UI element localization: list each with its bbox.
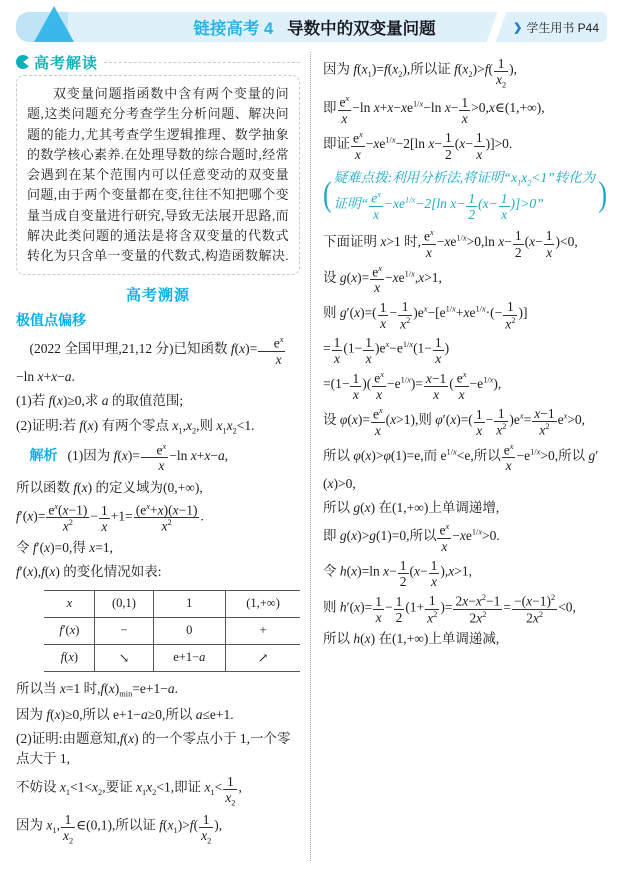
fraction: $\frac{1}{x}$ (475, 130, 483, 162)
math-line: 所以 φ(x)>φ(1)=e,而 $e^{1/x}<e$,所以 $\frac{e^x}{x}$ $-e^{1/x}>0$,所以 g′(x)>0, (323, 441, 599, 491)
math-line: = $\frac{1}{x}$ (1− $\frac{1}{x}$ )$e^x-e^{1/x}(1-$ $\frac{1}{x}$ ) (323, 335, 450, 367)
fraction: $\frac{1}{x}$ (365, 335, 372, 367)
math-line: 解析 (1)因为 f(x)= $\frac{e^x}{x}$ −ln x+x−a, (29, 441, 229, 474)
table-cell: (0,1) (95, 590, 153, 617)
fraction: $\frac{1}{x}$ (475, 406, 483, 438)
fraction: $\frac{1}{x}$ (101, 502, 108, 534)
math-line: 则 h′(x)= $\frac{1}{x}$ − $\frac{1}{2}$ (1+ $\frac{1}{x^2}$ )= $\frac{2x-x^2-1}{2x^2}$ = $\frac{-(x-1)^2}{2x^2}$ <0, (323, 592, 576, 626)
math-line: 即证 $\frac{e^x}{x}$ $-xe^{1/x}-2[\ln$ x− $\frac{1}{2}$ (x− $\frac{1}{x}$ )]>0. (323, 129, 513, 162)
fraction: $\frac{1}{x}$ (434, 335, 442, 367)
fraction: $\frac{1}{x}$ (545, 228, 553, 260)
table-row (44, 644, 300, 671)
math-line: f′(x),f(x) 的变化情况如表: (16, 564, 162, 580)
fraction: $\frac{e^x}{x}$ (353, 129, 363, 162)
math-line: 不妨设 $x_1<1<x_2$,要证 $x_1x_2<1$,即证 $x_1<$ $\frac{1}{x_2}$ , (16, 773, 242, 808)
math-line: =(1− $\frac{1}{x}$ )( $\frac{e^x}{x}$ $-e^{1/x})=$ $\frac{x-1}{x}$ ( $\frac{e^x}{x}$ $-e^{1/x}$), (323, 370, 502, 402)
math-line: 设 φ(x)= $\frac{e^x}{x}$ (x>1),则 φ′(x)=( $\frac{1}{x}$ − $\frac{1}{x^2}$ )$e^x=$ $\frac{x-1}{x^2}$ $e^x>0$, (323, 406, 586, 438)
fraction: $\frac{e^x}{x}$ (257, 335, 286, 367)
note-block (323, 168, 607, 222)
fraction: $\frac{1}{2}$ (399, 557, 407, 589)
table-cell: 1 (153, 590, 226, 617)
table-cell: e+1−a (153, 644, 226, 671)
fraction: $\frac{e^x}{x}$ (339, 94, 350, 126)
fraction: $\frac{e^x}{x}$ (424, 227, 434, 260)
note-text: 疑难点拨:利用分析法,将证明“$x_1x_2<1$”转化为证明“ $\frac{e^x}{x}$ $-xe^{1/x}-2[\ln$ x− $\frac{1}{2}$ (x− $\frac{1}{x}$ )]>0” (333, 169, 596, 222)
fraction: $\frac{-(x-1)^2}{2x^2}$ (514, 592, 556, 626)
fraction: $\frac{1}{2}$ (514, 228, 522, 260)
big-paren-open: ( (323, 174, 332, 214)
page-ref: 学生用书 P44 (526, 20, 599, 35)
math-line: f′(x)= $\frac{e^x(x-1)}{x^2}$ − $\frac{1}{x}$ +1= $\frac{(e^x+x)(x-1)}{x^2}$ . (16, 501, 204, 534)
math-line: 所以当 x=1 时$,f(x)_{min}=e+1-a$. (16, 680, 179, 699)
table-cell: + (226, 617, 300, 644)
math-line: 所以 g(x) 在(1,+∞)上单调递增, (323, 499, 500, 515)
fraction: $\frac{1}{x^2}$ (496, 406, 507, 438)
math-line: (1)若 f(x)≥0,求 a 的取值范围; (16, 393, 184, 409)
fraction: $\frac{1}{x}$ (352, 370, 360, 402)
math-line: 设 g(x)= $\frac{e^x}{x}$ $-xe^{1/x},x>1$, (323, 263, 442, 296)
math-line: (2)证明:若 f(x) 有两个零点 $x_1,x_2$,则 $x_1x_2<1$. (16, 417, 255, 436)
table-cell: − (95, 617, 153, 644)
math-line: 所以 h(x) 在(1,+∞)上单调递减, (323, 631, 500, 647)
table-cell: x (44, 590, 94, 617)
section-jiedu-header (16, 52, 300, 72)
fraction: $\frac{1}{x}$ (430, 557, 438, 589)
fraction: $\frac{e^x}{x}$ (371, 190, 381, 222)
fraction: $\frac{1}{2}$ (468, 190, 476, 222)
math-line: 令 f′(x)=0,得 x=1, (16, 540, 113, 556)
fraction: $\frac{e^x}{x}$ (140, 442, 169, 474)
math-line: 因为 f(x)≥0,所以 e+1−a≥0,所以 a≤e+1. (16, 706, 234, 722)
fraction: $\frac{x-1}{x^2}$ (534, 406, 555, 438)
suyuan-title: 高考溯源 (125, 287, 190, 305)
jiedu-title: 高考解读 (34, 54, 99, 72)
table-cell: f(x) (44, 644, 94, 671)
chevron-right-icon: ❯ (513, 21, 523, 34)
math-line: 所以函数 f(x) 的定义域为(0,+∞), (16, 479, 203, 495)
fraction: $\frac{(e^x+x)(x-1)}{x^2}$ (135, 501, 198, 534)
lesson-number: 链接高考 4 (193, 20, 274, 38)
fraction: $\frac{1}{x_2}$ (495, 56, 507, 90)
fraction: $\frac{1}{x}$ (333, 335, 341, 367)
jiedu-box (16, 75, 300, 275)
topic-label: 极值点偏移 (16, 312, 86, 329)
fraction: $\frac{e^x}{x}$ (374, 370, 384, 402)
math-line: (2022 全国甲理,21,12 分)已知函数 f(x)= $\frac{e^x}{x}$ −ln x+x−a. (16, 335, 300, 387)
jiexi-label: 解析 (29, 446, 58, 463)
left-column (16, 52, 310, 861)
fraction: $\frac{1}{x^2}$ (427, 593, 438, 626)
variation-table (44, 590, 300, 672)
math-line: (2)证明:由题意知,f(x) 的一个零点小于 1,一个零点大于 1, (16, 731, 291, 767)
table-cell: f′(x) (44, 617, 94, 644)
math-line: 下面证明 x>1 时, $\frac{e^x}{x}$ $-xe^{1/x}>0,\ln$ x− $\frac{1}{2}$ (x− $\frac{1}{x}$ )<0, (323, 227, 578, 260)
fraction: $\frac{1}{x_2}$ (62, 811, 74, 846)
header-bar (22, 12, 607, 42)
fraction: $\frac{1}{x}$ (461, 94, 469, 126)
table-cell: ↗ (226, 644, 300, 671)
jiedu-text: 双变量问题指函数中含有两个变量的问题,这类问题充分考查学生分析问题、解决问题的能力,尤其考查学生逻辑推理、数学抽象的数学核心素养.在处理导数的综合题时,经常会遇到在某个范围内可以任意变动的双变量问题,由于两个变量都在变,往往不知把哪个变量当成自变量进行研究,导致无法展开思路,而解决此类问题的通法是将含双变量的代数式转化为只含单一变量的代数式,构造函数解决. (27, 86, 289, 264)
fraction: $\frac{e^x}{x}$ (439, 522, 450, 554)
math-line: 令 h(x)=ln x− $\frac{1}{2}$ (x− $\frac{1}{x}$ ),x>1, (323, 557, 472, 589)
fraction: $\frac{e^x}{x}$ (456, 370, 467, 402)
left-flow (16, 335, 300, 846)
big-paren-close: ) (598, 174, 607, 214)
table-cell: 0 (153, 617, 226, 644)
fraction: $\frac{1}{x^2}$ (505, 299, 516, 332)
math-line: 因为 $f(x_1)=f(x_2)$,所以证 $f(x_2)>f$( $\frac{1}{x_2}$ ), (323, 56, 518, 90)
math-line: 因为 $x_1$, $\frac{1}{x_2}$ ∈(0,1),所以证 $f(x_1)>f$( $\frac{1}{x_2}$ ), (16, 811, 223, 846)
fraction: $\frac{2x-x^2-1}{2x^2}$ (455, 592, 501, 626)
fraction: $\frac{1}{2}$ (444, 130, 452, 162)
content-columns (16, 52, 607, 861)
fraction: $\frac{1}{2}$ (395, 593, 403, 626)
table-row (44, 590, 300, 617)
fraction: $\frac{e^x(x-1)}{x^2}$ (48, 501, 88, 534)
table-cell: (1,+∞) (226, 590, 300, 617)
fraction: $\frac{e^x}{x}$ (372, 263, 382, 296)
right-flow (323, 56, 607, 649)
math-line: 即 $\frac{e^x}{x}$ −ln $x+x-xe^{1/x}-\ln$ x− $\frac{1}{x}$ >0,x∈(1,+∞), (323, 94, 545, 126)
fraction: $\frac{1}{x^2}$ (400, 299, 411, 332)
right-column (310, 52, 607, 861)
fraction: $\frac{e^x}{x}$ (503, 441, 514, 474)
math-line: 则 g′(x)=( $\frac{1}{x}$ − $\frac{1}{x^2}$ )$e^x-[e^{1/x}+xe^{1/x}\cdot(-$ $\frac{1}{x^2}$ )] (323, 299, 528, 332)
fraction: $\frac{1}{x}$ (500, 190, 508, 222)
page-ref-badge (492, 12, 599, 42)
math-line: 即 g(x)>g(1)=0,所以 $\frac{e^x}{x}$ $-xe^{1/x}>0$. (323, 522, 500, 554)
lesson-title: 导数中的双变量问题 (287, 20, 436, 38)
badge-separator (487, 12, 507, 42)
fraction: $\frac{1}{x_2}$ (201, 811, 212, 846)
pacman-icon (16, 55, 30, 69)
fraction: $\frac{x-1}{x}$ (425, 370, 447, 402)
table-cell: ↘ (95, 644, 153, 671)
page-title (193, 15, 435, 39)
fraction: $\frac{e^x}{x}$ (372, 406, 383, 438)
fraction: $\frac{1}{x}$ (379, 299, 387, 332)
fraction: $\frac{1}{x_2}$ (225, 773, 236, 808)
triangle-logo-icon (34, 6, 74, 42)
fraction: $\frac{1}{x}$ (375, 593, 382, 626)
table-row (44, 617, 300, 644)
dashed-rule (104, 62, 300, 63)
